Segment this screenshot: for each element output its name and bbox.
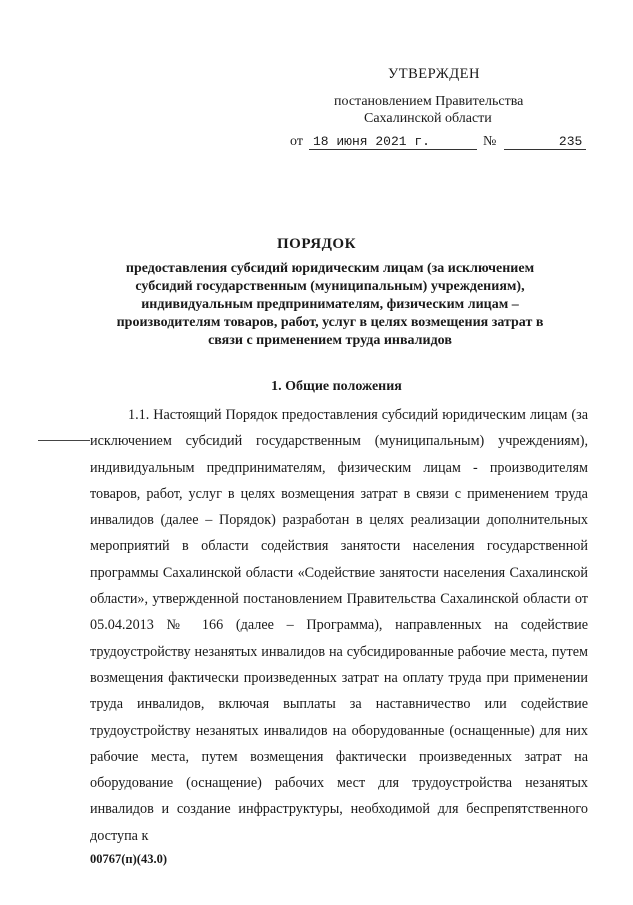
date-prefix: от bbox=[290, 134, 303, 149]
document-subtitle: предоставления субсидий юридическим лицам (за исключением субсидий государственным (муниципальным) учреждениям), индивидуальным предпринимателям, физическим лицам – производителям товаров, работ, услуг в целях возмещения затрат в связи с применением труда инвалидов bbox=[116, 261, 544, 348]
body-paragraph: 1.1. Настоящий Порядок предоставления субсидий юридическим лицам (за исключением субсидий государственным (муниципальным) учреждениям), индивидуальным предпринимателям, физическим лицам - производителям товаров, работ, услуг в целях возмещения затрат в связи с применением труда инвалидов (далее – Порядок) разработан в целях реализации дополнительных мероприятий в области содействия занятости населения государственной программы Сахалинской области «Содействие занятости населения Сахалинской области», утвержденной постановлением Правительства Сахалинской области от 05.04.2013 № 166 (далее – Программа), направленных на содействие трудоустройству незанятых инвалидов на субсидированные рабочие места, путем возмещения фактически произведенных затрат на оплату труда при применении труда инвалидов, включая выплаты за наставничество или содействие трудоустройству незанятых инвалидов на оборудованные (оснащенные) для них рабочие места, путем возмещения фактически произведенных затрат на оборудование (оснащение) рабочих мест для трудоустройства незанятых инвалидов и создание инфраструктуры, необходимой для беспрепятственного доступа к bbox=[90, 407, 588, 844]
approval-heading: УТВЕРЖДЕН bbox=[388, 66, 480, 82]
approval-date-line bbox=[290, 133, 590, 150]
section-heading: 1. Общие положения bbox=[271, 379, 402, 394]
approval-date: 18 июня 2021 г. bbox=[309, 134, 477, 150]
footer-code: 00767(п)(43.0) bbox=[90, 852, 167, 866]
number-prefix: № bbox=[482, 134, 497, 149]
approval-line-2: Сахалинской области bbox=[364, 111, 492, 126]
approval-block bbox=[290, 66, 590, 150]
document-title: ПОРЯДОК bbox=[277, 236, 356, 252]
margin-mark bbox=[38, 440, 90, 441]
approval-line-1: постановлением Правительства bbox=[334, 94, 524, 109]
approval-number: 235 bbox=[504, 134, 586, 150]
